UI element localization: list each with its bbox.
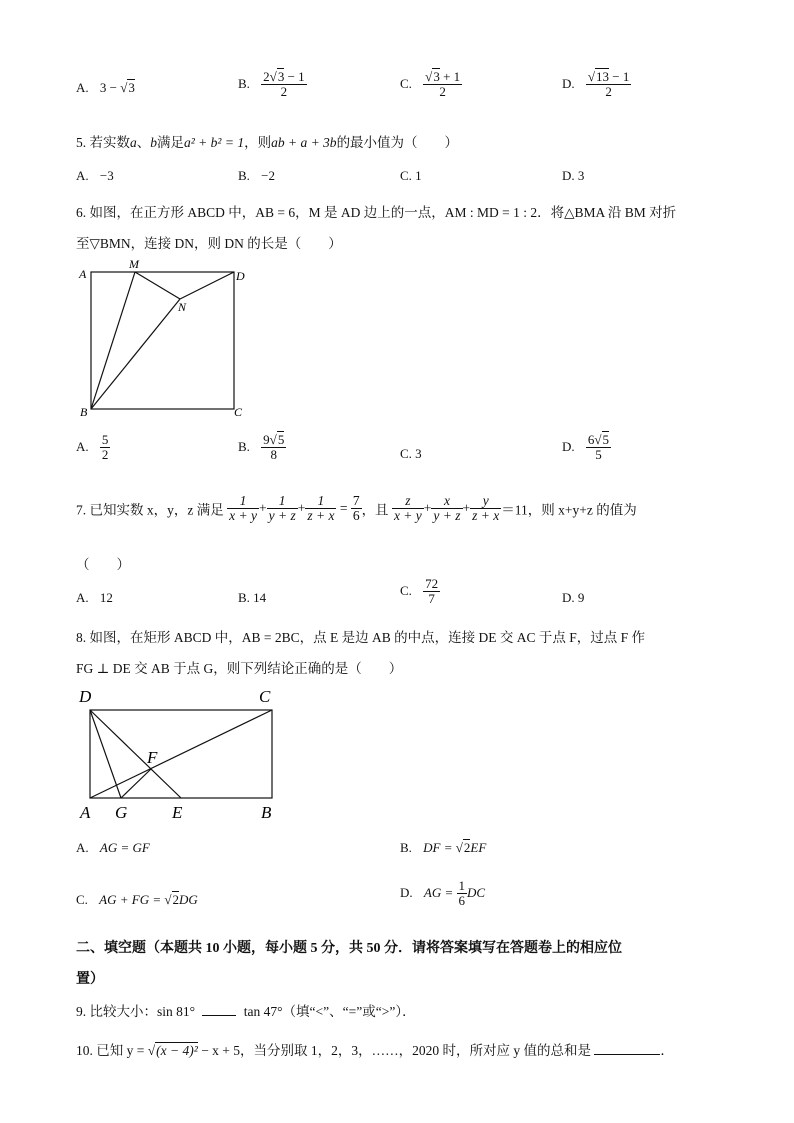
q8-rectangle-figure [74, 684, 294, 824]
fraction-5 [431, 494, 462, 523]
denominator: y + z [433, 508, 461, 524]
option-label: D. [562, 168, 575, 183]
option-text: AG + FG = [99, 892, 165, 907]
answer-blank[interactable] [202, 1015, 236, 1016]
option-fraction: $\frac{√3 + 1}{2}$ [425, 69, 461, 99]
stem-text: − x + 5，当分别取 1，2，3，……，2020 时，所对应 y 值的总和是 [197, 1043, 592, 1058]
q4-option-a [76, 80, 135, 96]
section-2-heading-line2: 置） [76, 972, 104, 987]
option-text: DF = [423, 840, 456, 855]
option-text: EF [470, 840, 487, 855]
label-d: D [79, 687, 92, 706]
condition-formula: a² + b² = 1 [184, 135, 245, 150]
option-value: 3 [415, 446, 422, 461]
option-fraction [457, 879, 468, 907]
label-m: M [129, 257, 139, 271]
label-d: D [236, 269, 245, 283]
numerator: z [405, 493, 411, 508]
segment-mn [135, 272, 180, 299]
option-value: AG = GF [99, 840, 150, 855]
stem-text: 9. 比较大小：sin 81° [76, 1004, 196, 1019]
stem-text: 7. 已知实数 x，y，z 满足 [76, 502, 224, 518]
q6-option-b [238, 433, 286, 461]
option-label: D. [400, 885, 413, 901]
numerator: 1 [317, 493, 325, 508]
option-value: 1 [415, 168, 422, 183]
option-label: B. [238, 76, 250, 92]
option-label: C. [400, 168, 412, 183]
label-c: C [259, 687, 271, 706]
radicand: 5 [277, 432, 285, 447]
option-text: 3 − [99, 80, 121, 95]
stem-text: 满足 [157, 135, 184, 150]
denominator: 2 [423, 84, 462, 99]
option-label: C. [400, 446, 412, 461]
option-value: 3 [577, 168, 585, 183]
q4-option-d [562, 70, 631, 98]
option-fraction: $\frac{√13 - 1}{2}$ [587, 69, 630, 99]
denominator: 2 [261, 84, 306, 99]
radicand: 13 [596, 69, 610, 84]
option-label: D. [562, 76, 575, 92]
label-e: E [172, 803, 183, 822]
option-value: 14 [253, 590, 267, 605]
q6-square-figure [74, 256, 254, 422]
fraction-1 [227, 494, 259, 523]
stem-text: 、 [136, 135, 151, 150]
option-label: C. [76, 892, 88, 907]
stem-text: tan 47°（填“<”、“=”或“>”）． [243, 1004, 416, 1019]
denominator: 7 [423, 591, 440, 606]
denominator: 5 [586, 447, 611, 462]
radicand: 5 [602, 432, 610, 447]
var: b [150, 135, 157, 150]
option-label: A. [76, 439, 89, 455]
label-n: N [178, 300, 187, 314]
q6-stem-line1: 6. 如图，在正方形 ABCD 中，AB = 6，M 是 AD 边上的一点，AM : MD = 1 : 2．将△BMA 沿 BM 对折 [76, 205, 677, 220]
option-value: −2 [261, 168, 276, 183]
label-f: F [147, 748, 158, 767]
option-label: D. [562, 439, 575, 455]
var: a [130, 135, 137, 150]
label-b: B [80, 405, 88, 419]
q6-option-a [76, 433, 110, 461]
fraction-2 [267, 494, 298, 523]
q6-stem-line2: 至▽BMN，连接 DN，则 DN 的长是（ ） [76, 236, 342, 251]
q5-option-b [238, 168, 275, 184]
label-a: A [79, 267, 87, 281]
option-value: 9 [577, 590, 585, 605]
denominator: x + y [229, 508, 257, 524]
numerator-coef: 6 [587, 432, 595, 447]
question-number: 5. [76, 135, 87, 150]
radicand: 3 [433, 69, 440, 84]
fraction-3 [305, 494, 336, 523]
denominator: z + x [307, 508, 335, 524]
stem-text: 的最小值为（ ） [336, 135, 459, 150]
numerator-rest: + 1 [439, 69, 461, 84]
segment-nd [180, 272, 234, 299]
fraction-4 [392, 494, 424, 523]
section-2-heading-line1: 二、填空题（本题共 10 小题，每小题 5 分，共 50 分．请将答案填写在答题卷上的相应位 [76, 941, 622, 956]
denominator: y + z [268, 508, 296, 524]
q5-option-c [400, 168, 422, 184]
expression-formula: ab + a + 3b [271, 135, 337, 150]
option-label: D. [562, 590, 575, 605]
label-b: B [261, 803, 272, 822]
fraction-rhs [351, 494, 362, 523]
segment-ac [90, 710, 272, 798]
q5-option-a [76, 168, 114, 184]
option-label: A. [76, 80, 89, 95]
label-a: A [80, 803, 91, 822]
q8-option-b: B. DF = √2EF [400, 840, 487, 855]
denominator: 6 [458, 892, 465, 908]
numerator: 1 [458, 878, 465, 893]
option-text: DG [179, 892, 198, 907]
q7-stem: 7. 已知实数 x，y，z 满足 $\frac{1}{x + y}$ + $\frac{1}{y + z}$ + $\frac{1}{z + x}$ = $\frac{7}{6}$ ，且 $\frac{z}{x + y}$ + $\frac{x}{y + z}$ + $\frac{y}{z + x}$ ＝11，则 x+y+z 的值为 [76, 493, 637, 524]
option-label: C. [400, 583, 412, 599]
q5-stem [76, 131, 458, 151]
stem-text: ． [660, 1043, 674, 1058]
numerator: 1 [239, 493, 247, 508]
option-fraction: $\frac{9√5}{8}$ [263, 432, 285, 462]
label-g: G [115, 803, 128, 822]
numerator: 1 [278, 493, 286, 508]
option-label: A. [76, 840, 89, 855]
option-label: B. [238, 590, 250, 605]
numerator-coef: 9 [263, 432, 270, 447]
option-fraction: $\frac{2√3 - 1}{2}$ [263, 69, 305, 99]
stem-text: 10. 已知 y = [76, 1043, 148, 1058]
q8-option-c: C. AG + FG = √2DG [76, 892, 198, 907]
denominator: 2 [101, 446, 109, 462]
stem-text: ，且 [361, 502, 389, 518]
numerator: 72 [425, 576, 439, 591]
stem-text: ，则 [244, 135, 272, 150]
q6-option-d [562, 433, 611, 461]
q4-option-c [400, 70, 462, 98]
segment-bn [91, 299, 180, 409]
radicand: 3 [277, 69, 285, 84]
denominator: x + y [393, 508, 422, 524]
q8-option-d [400, 879, 485, 907]
q7-option-b [238, 590, 266, 606]
label-c: C [234, 405, 243, 419]
q6-option-c [400, 446, 422, 462]
denominator: 6 [352, 508, 360, 524]
option-label: C. [400, 76, 412, 92]
option-value: 12 [99, 590, 113, 605]
numerator-rest: − 1 [284, 69, 305, 84]
numerator: 5 [101, 432, 109, 447]
option-label: B. [238, 439, 250, 455]
option-fraction [100, 433, 111, 461]
radicand: (x − 4)² [156, 1043, 198, 1058]
radicand: 2 [172, 892, 180, 907]
segment-gf [121, 769, 151, 798]
option-fraction [423, 577, 440, 605]
numerator-coef: 2 [263, 69, 270, 84]
option-label: A. [76, 590, 89, 605]
q10-stem: 10. 已知 y = √(x − 4)² − x + 5，当分别取 1，2，3，……，2020 时，所对应 y 值的总和是 ． [76, 1043, 674, 1058]
q7-option-d [562, 590, 584, 606]
denominator: z + x [472, 508, 500, 524]
denominator: 2 [586, 84, 631, 99]
q7-paren: （ ） [76, 557, 130, 572]
fraction-6 [470, 494, 501, 523]
option-value: 3 − √3 [99, 80, 135, 95]
q8-stem-line2: FG ⊥ DE 交 AB 于点 G，则下列结论正确的是（ ） [76, 661, 403, 676]
numerator: y [482, 493, 489, 508]
radicand: 3 [128, 80, 135, 95]
option-label: A. [76, 168, 89, 183]
q7-option-c [400, 577, 440, 605]
stem-text: ＝11，则 x+y+z 的值为 [501, 502, 637, 518]
radicand: 2 [463, 840, 471, 855]
q4-option-b [238, 70, 307, 98]
option-value: −3 [99, 168, 114, 183]
q8-option-a [76, 840, 150, 856]
segment-bm [91, 272, 135, 409]
q7-option-a [76, 590, 113, 606]
option-label: B. [238, 168, 250, 183]
numerator-rest: − 1 [609, 69, 630, 84]
stem-text: 若实数 [89, 135, 130, 150]
option-label: B. [400, 840, 412, 855]
q5-option-d [562, 168, 584, 184]
numerator: x [443, 493, 450, 508]
segment-dg [90, 710, 121, 798]
option-text: DC [467, 885, 486, 901]
numerator: 7 [352, 493, 360, 508]
answer-blank[interactable] [594, 1054, 660, 1055]
option-fraction: $\frac{6√5}{5}$ [587, 432, 610, 462]
denominator: 8 [261, 447, 286, 462]
q9-stem [76, 1000, 416, 1020]
q8-stem-line1: 8. 如图，在矩形 ABCD 中，AB = 2BC，点 E 是边 AB 的中点，连接 DE 交 AC 于点 F，过点 F 作 [76, 630, 646, 645]
option-text: AG = [423, 885, 457, 901]
